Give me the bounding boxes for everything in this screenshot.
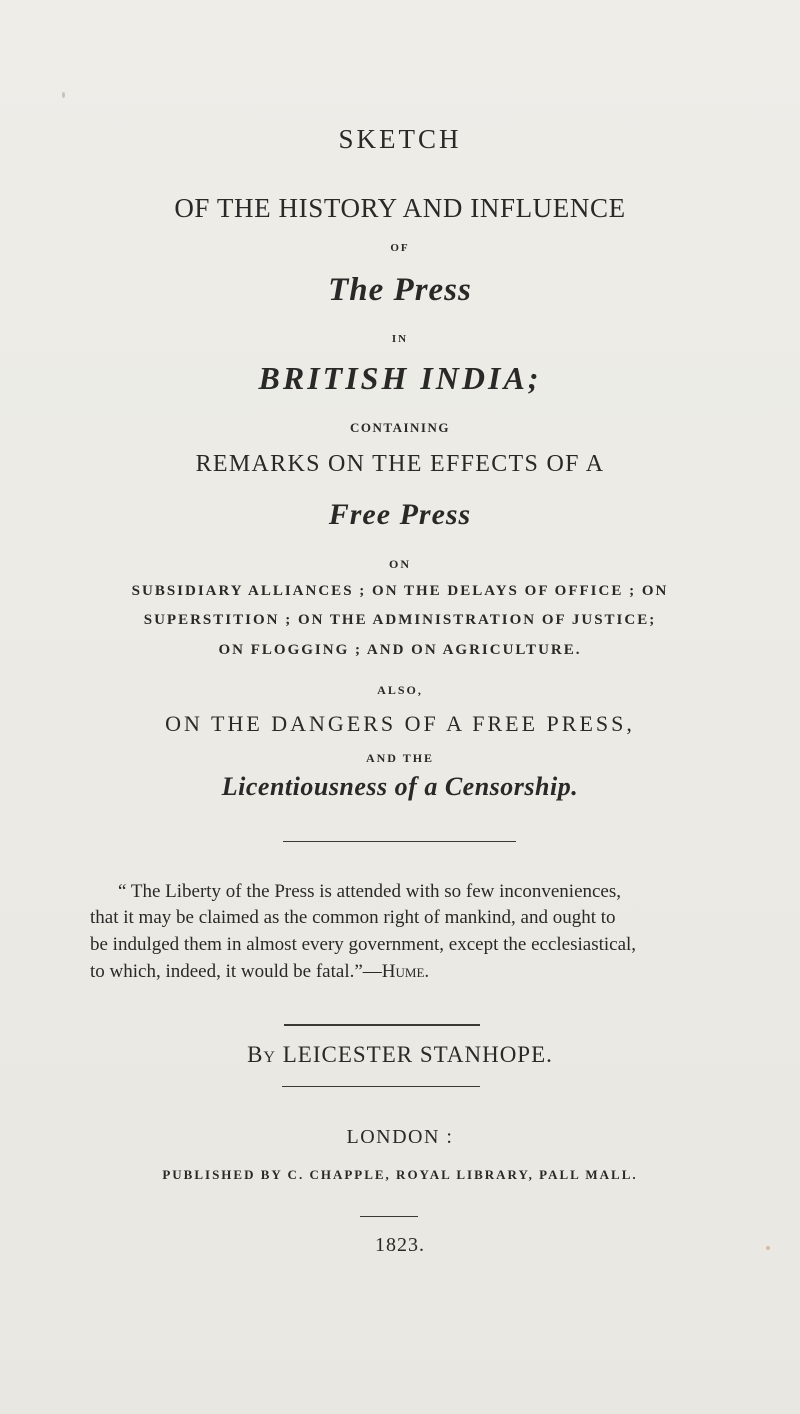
title-history: OF THE HISTORY AND INFLUENCE — [174, 193, 626, 223]
epigraph-line-2: that it may be claimed as the common right of mankind, and ought to — [90, 907, 616, 928]
title-in: IN — [391, 333, 409, 345]
author-line — [0, 1042, 800, 1068]
paper-foxing-spot — [766, 1246, 770, 1250]
divider-rule — [282, 1086, 480, 1087]
divider-rule — [283, 841, 516, 842]
title-of: OF — [390, 242, 410, 254]
author-name: LEICESTER STANHOPE. — [282, 1042, 553, 1067]
title-remarks: REMARKS ON THE EFFECTS OF A — [195, 451, 605, 477]
divider-rule — [360, 1216, 418, 1217]
title-and-the: AND THE — [365, 751, 435, 765]
paper-foxing-spot — [62, 92, 65, 98]
epigraph-line-1: “ The Liberty of the Press is attended with so few inconveniences, — [118, 881, 622, 902]
epigraph-line-4-text: to which, indeed, it would be fatal.”— — [90, 961, 382, 982]
title-licentiousness-blackletter: Licentiousness of a Censorship. — [221, 772, 579, 801]
title-dangers: ON THE DANGERS OF A FREE PRESS, — [165, 711, 635, 736]
imprint-city: LONDON : — [346, 1126, 454, 1148]
imprint-year: 1823. — [375, 1234, 425, 1256]
epigraph-author: Hume. — [381, 961, 430, 982]
author-by: By — [247, 1042, 276, 1067]
divider-rule — [284, 1024, 480, 1026]
epigraph-line-4 — [90, 961, 710, 983]
title-free-press-blackletter: Free Press — [328, 498, 472, 531]
imprint-publisher: PUBLISHED BY C. CHAPPLE, ROYAL LIBRARY, PALL MALL. — [162, 1167, 638, 1182]
title-subjects-line-2: SUPERSTITION ; ON THE ADMINISTRATION OF JUSTICE; — [143, 612, 657, 628]
title-the-press-blackletter: The Press — [328, 272, 472, 308]
epigraph-line-3: be indulged them in almost every government, except the ecclesiastical, — [90, 934, 637, 955]
title-sketch: SKETCH — [338, 124, 462, 154]
title-subjects-line-3: ON FLOGGING ; AND ON AGRICULTURE. — [218, 642, 582, 658]
title-containing: CONTAINING — [350, 420, 450, 435]
title-on: ON — [389, 557, 411, 571]
title-subjects-line-1: SUBSIDIARY ALLIANCES ; ON THE DELAYS OF OFFICE ; ON — [131, 583, 669, 599]
title-also: ALSO, — [377, 683, 423, 697]
title-british-india: BRITISH INDIA; — [258, 360, 542, 396]
